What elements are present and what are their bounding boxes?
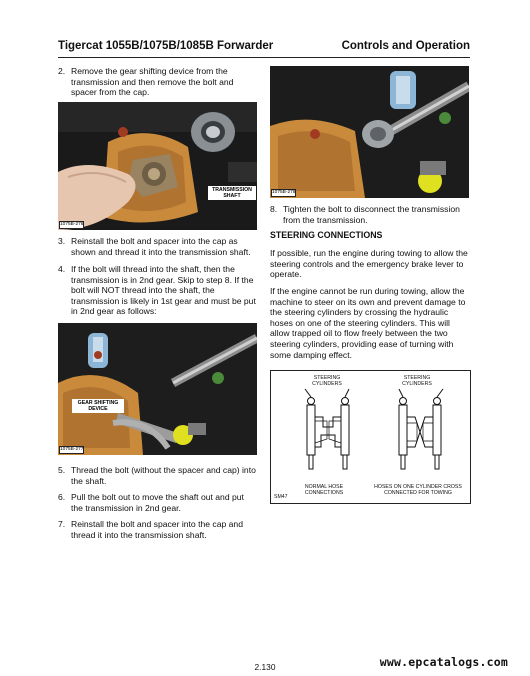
gear-shifting-device-label: GEAR SHIFTING DEVICE bbox=[72, 399, 124, 413]
manual-title: Tigercat 1055B/1075B/1085B Forwarder bbox=[58, 40, 274, 52]
photo-tag: 1075B-276 bbox=[60, 222, 84, 228]
steering-heading: STEERING CONNECTIONS bbox=[270, 230, 383, 240]
photo-tag: 1075B-277 bbox=[60, 447, 84, 453]
page-number: 2.130 bbox=[254, 662, 276, 672]
caption-crossed-connections: HOSES ON ONE CYLINDER CROSS CONNECTED FOR TOWING bbox=[374, 484, 462, 496]
header-rule bbox=[58, 57, 470, 58]
diagram-label-left: STEERING CYLINDERS bbox=[312, 375, 342, 387]
caption-normal-connections: NORMAL HOSE CONNECTIONS bbox=[304, 484, 344, 496]
steering-paragraph-1: If possible, run the engine during towing to allow the steering controls and the emergency brake lever to operate. bbox=[270, 248, 468, 280]
steering-cylinder-diagram bbox=[270, 370, 471, 504]
section-title: Controls and Operation bbox=[341, 40, 470, 52]
steering-paragraph-2: If the engine cannot be run during towing, allow the machine to steer on its own and prevent damage to the steering cylinders by crossing the hydraulic hoses on one of the steering cylinders. This will allow trapped oil to flow freely between the two steering cylinders, providing ease of turning with some damping effect. bbox=[270, 286, 466, 360]
photo-transmission-disconnect bbox=[270, 66, 469, 198]
watermark: www.epcatalogs.com bbox=[379, 655, 508, 669]
transmission-shaft-label: TRANSMISSION SHAFT bbox=[208, 186, 256, 200]
diagram-label-right: STEERING CYLINDERS bbox=[402, 375, 432, 387]
page-header bbox=[58, 40, 470, 56]
diagram-tag: SM47 bbox=[274, 494, 288, 500]
photo-tag: 1075B-278 bbox=[272, 190, 296, 196]
photo-gear-shifting-device bbox=[58, 323, 257, 455]
photo-transmission-shaft bbox=[58, 102, 257, 230]
